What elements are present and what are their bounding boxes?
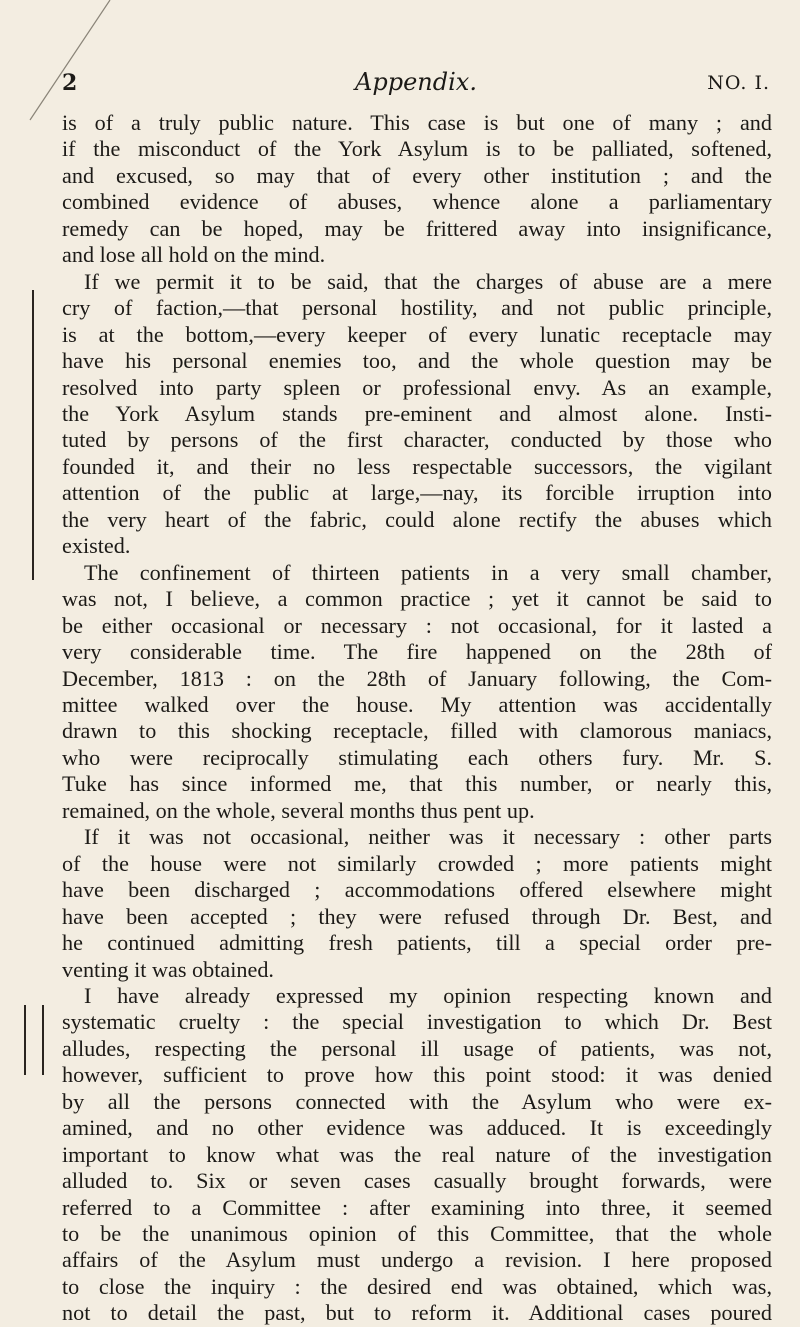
text-line: affairs of the Asylum must undergo a revision. I here proposed (62, 1247, 772, 1273)
text-line: remedy can be hoped, may be frittered away into insignificance, (62, 215, 772, 241)
text-line: If we permit it to be said, that the charges of abuse are a mere (84, 268, 772, 294)
text-line: have been discharged ; accommodations offered elsewhere might (62, 877, 772, 903)
text-line: I have already expressed my opinion respecting known and (84, 982, 772, 1008)
margin-mark (42, 1005, 44, 1075)
text-line: by all the persons connected with the Asylum who were ex- (62, 1088, 772, 1114)
section-label: NO. I. (707, 72, 770, 94)
margin-mark (32, 290, 34, 580)
text-line: be either occasional or necessary : not occasional, for it lasted a (62, 612, 772, 638)
text-line: attention of the public at large,—nay, its forcible irruption into (62, 480, 772, 506)
text-line: alluded to. Six or seven cases casually brought forwards, were (62, 1168, 772, 1194)
text-line: If it was not occasional, neither was it necessary : other parts (84, 824, 772, 850)
text-line: December, 1813 : on the 28th of January following, the Com- (62, 665, 772, 691)
text-line: cry of faction,—that personal hostility, and not public principle, (62, 295, 772, 321)
text-line: systematic cruelty : the special investigation to which Dr. Best (62, 1009, 772, 1035)
text-line: drawn to this shocking receptacle, filled with clamorous maniacs, (62, 718, 772, 744)
text-line: if the misconduct of the York Asylum is to be palliated, softened, (62, 136, 772, 162)
text-line: founded it, and their no less respectable successors, the vigilant (62, 453, 772, 479)
text-line: The confinement of thirteen patients in a very small chamber, (84, 559, 772, 585)
text-line: mittee walked over the house. My attention was accidentally (62, 691, 772, 717)
text-line: existed. (62, 533, 131, 559)
margin-mark (24, 1005, 26, 1075)
text-line: to be the unanimous opinion of this Committee, that the whole (62, 1221, 772, 1247)
text-line: was not, I believe, a common practice ; yet it cannot be said to (62, 586, 772, 612)
text-line: to close the inquiry : the desired end was obtained, which was, (62, 1273, 772, 1299)
text-line: of the house were not similarly crowded ; more patients might (62, 850, 772, 876)
text-line: tuted by persons of the first character, conducted by those who (62, 427, 772, 453)
text-line: remained, on the whole, several months thus pent up. (62, 797, 535, 823)
text-line: who were reciprocally stimulating each others fury. Mr. S. (62, 744, 772, 770)
text-line: and excused, so may that of every other institution ; and the (62, 162, 772, 188)
text-line: Tuke has since informed me, that this number, or nearly this, (62, 771, 772, 797)
text-line: have been accepted ; they were refused through Dr. Best, and (62, 903, 772, 929)
page-number: 2 (62, 70, 78, 96)
text-line: very considerable time. The fire happened on the 28th of (62, 639, 772, 665)
body-text (62, 110, 772, 1327)
text-line: venting it was obtained. (62, 956, 274, 982)
text-line: resolved into party spleen or professional envy. As an example, (62, 374, 772, 400)
text-line: the York Asylum stands pre-eminent and almost alone. Insti- (62, 400, 772, 426)
text-line: alludes, respecting the personal ill usage of patients, was not, (62, 1035, 772, 1061)
text-line: he continued admitting fresh patients, till a special order pre- (62, 930, 772, 956)
text-line: have his personal enemies too, and the whole question may be (62, 348, 772, 374)
text-line: important to know what was the real nature of the investigation (62, 1141, 772, 1167)
text-line: the very heart of the fabric, could alone rectify the abuses which (62, 506, 772, 532)
text-line: however, sufficient to prove how this point stood: it was denied (62, 1062, 772, 1088)
text-line: referred to a Committee : after examining into three, it seemed (62, 1194, 772, 1220)
running-head: Appendix. (355, 68, 477, 96)
text-line: combined evidence of abuses, whence alone a parliamentary (62, 189, 772, 215)
text-line: amined, and no other evidence was adduced. It is exceedingly (62, 1115, 772, 1141)
page-header (62, 68, 770, 104)
text-line: is of a truly public nature. This case is but one of many ; and (62, 110, 772, 135)
text-line: and lose all hold on the mind. (62, 242, 326, 268)
text-line: not to detail the past, but to reform it. Additional cases poured (62, 1300, 772, 1326)
text-line: is at the bottom,—every keeper of every lunatic receptacle may (62, 321, 772, 347)
